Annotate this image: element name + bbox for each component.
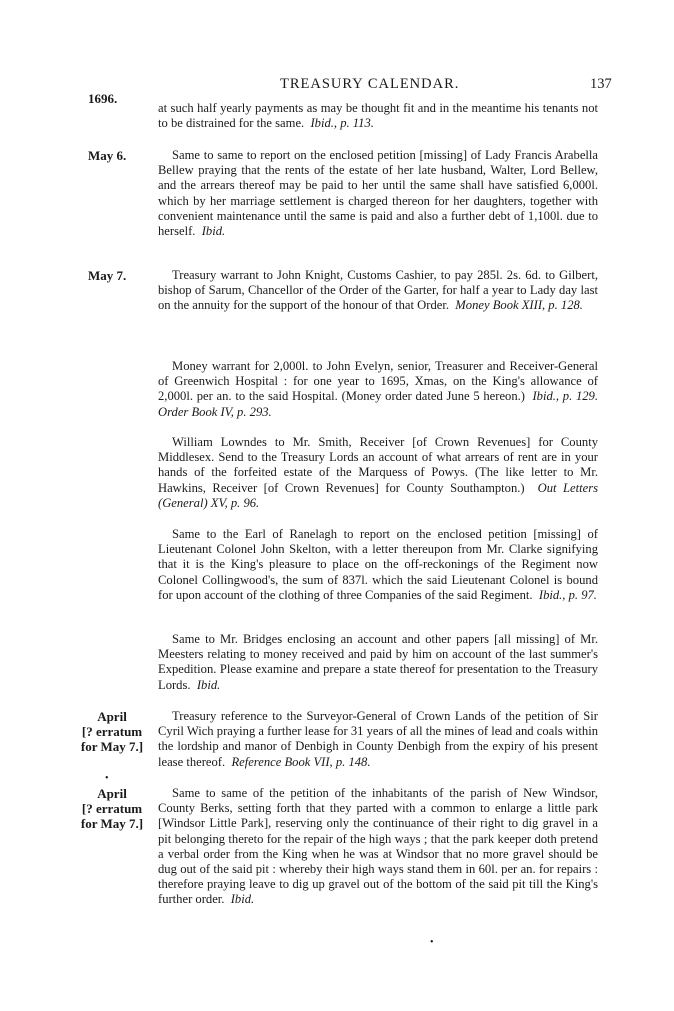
entry-reference: Out Letters (General) XV, p. 96. xyxy=(158,480,599,510)
entry-reference: Money Book XIII, p. 128. xyxy=(455,298,583,313)
entry-text: Same to the Earl of Ranelagh to report on the enclosed petition [missing] of Lieutenant Colonel John Skelton, with a letter thereupon from Mr. Clarke signifying that it is the King's pleasure to place on the off-reckonings of the Regiment now Colonel Collingwood's, the sum of 837l. which the said Lieutenant Colonel is bound for upon account of the clothing of three Companies of the said Regiment. Ibid., p. 97. xyxy=(158,527,598,602)
entry-reference: Ibid. xyxy=(201,224,226,239)
entry-reference: Ibid. xyxy=(230,892,255,907)
entry-reference: Ibid., p. 113. xyxy=(310,116,374,131)
decorative-dot: • xyxy=(430,937,434,948)
entry-text: Money warrant for 2,000l. to John Evelyn, senior, Treasurer and Receiver-General of Greenwich Hospital : for one year to 1695, Xmas, on the King's allowance of 2,000l. per an. to the said Hospital. (Money order dated June 5 hereon.) Ibid., p. 129. Order Book IV, p. 293. xyxy=(158,359,598,419)
entry-text: Same to same of the petition of the inhabitants of the parish of New Windsor, County Berks, setting forth that they parted with a common to enlarge a little park [Windsor Little Park], reserving only the continuance of their right to dig gravel in a pit belonging thereto for the repair of the high ways ; that the park keeper doth pretend a verbal order from the King when he was at Windsor that no more gravel should be dug out of the said pit : whereby their high ways stand them in 60l. per an. for repairs : therefore praying leave to dig up gravel out of the bottom of the said pit till the King's further order. Ibid. xyxy=(158,786,598,907)
entry-date: April [? erratum for May 7.] xyxy=(80,786,144,831)
entry-text: at such half yearly payments as may be thought fit and in the meantime his tenants not to be distrained for the same. Ibid., p. 113. xyxy=(158,101,598,131)
entry-text: Treasury reference to the Surveyor-General of Crown Lands of the petition of Sir Cyril Wich praying a further lease for 31 years of all the mines of lead and coals within the lordship and manor of Denbigh in County Denbigh from the expiry of his present lease thereof. Reference Book VII, p. 148. xyxy=(158,709,598,769)
page-number: 137 xyxy=(590,76,612,92)
year-marker: 1696. xyxy=(88,91,118,106)
entry-reference: Reference Book VII, p. 148. xyxy=(231,754,371,769)
entry-text: Same to Mr. Bridges enclosing an account and other papers [all missing] of Mr. Meesters relating to money received and paid by him on account of the last summer's Expedition. Please examine and prepare a state thereof for presentation to the Treasury Lords. Ibid. xyxy=(158,632,598,692)
entry-reference: Ibid., p. 97. xyxy=(538,587,597,602)
entry-date: May 6. xyxy=(88,148,127,163)
running-title: TREASURY CALENDAR. xyxy=(280,76,460,92)
entry-date: May 7. xyxy=(88,268,127,283)
entry-text: Same to same to report on the enclosed petition [missing] of Lady Francis Arabella Bellew praying that the rents of the estate of her late husband, Walter, Lord Bellew, and the arrears thereof may be paid to her until the same shall have satisfied 6,000l. which by her marriage settlement is charged thereon for her daughters, together with convenient maintenance until the same is paid and also a further debt of 1,100l. due to herself. Ibid. xyxy=(158,148,598,239)
entry-reference: Ibid. xyxy=(196,677,221,692)
decorative-dot: • xyxy=(105,773,109,784)
entry-date: April [? erratum for May 7.] xyxy=(80,709,144,754)
entry-reference: Ibid., p. 129. Order Book IV, p. 293. xyxy=(158,389,598,419)
entry-text: Treasury warrant to John Knight, Customs Cashier, to pay 285l. 2s. 6d. to Gilbert, bishop of Sarum, Chancellor of the Order of the Garter, for half a year to Lady day last on the annuity for the support of the honour of that Order. Money Book XIII, p. 128. xyxy=(158,268,598,313)
entry-text: William Lowndes to Mr. Smith, Receiver [of Crown Revenues] for County Middlesex. Send to the Treasury Lords an account of what arrears of rent are in your hands of the forfeited estate of the Marquess of Powys. (The like letter to Mr. Hawkins, Receiver [of Crown Revenues] for County Southampton.) Out Letters (General) XV, p. 96. xyxy=(158,435,599,510)
